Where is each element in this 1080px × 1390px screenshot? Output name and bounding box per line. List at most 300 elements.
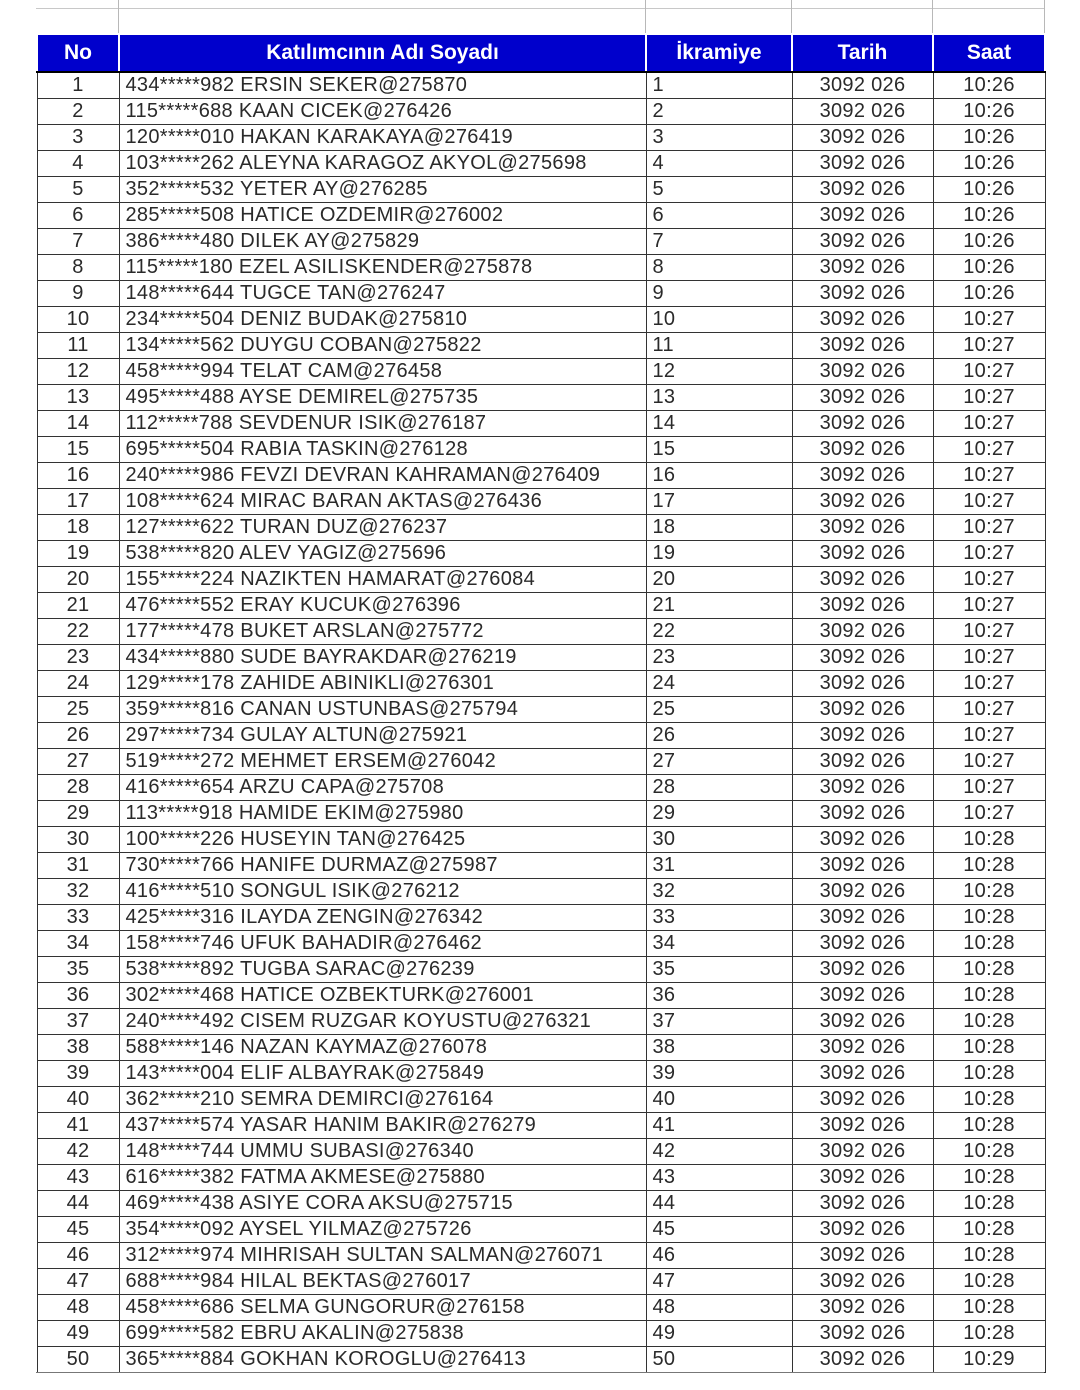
cell-tarih[interactable]: 3092 026 — [792, 151, 933, 177]
cell-tarih[interactable]: 3092 026 — [792, 619, 933, 645]
cell-no[interactable]: 43 — [37, 1165, 119, 1191]
cell-saat[interactable]: 10:28 — [933, 1035, 1045, 1061]
cell-tarih[interactable]: 3092 026 — [792, 853, 933, 879]
table-row — [37, 1321, 1045, 1347]
cell-tarih[interactable]: 3092 026 — [792, 229, 933, 255]
cell-no[interactable]: 25 — [37, 697, 119, 723]
table-row — [37, 645, 1045, 671]
cell-no[interactable]: 33 — [37, 905, 119, 931]
cell-no[interactable]: 5 — [37, 177, 119, 203]
table-row — [37, 541, 1045, 567]
cell-no[interactable]: 24 — [37, 671, 119, 697]
cell-ikramiye[interactable]: 1 — [646, 72, 792, 99]
cell-name[interactable]: 437*****574 YASAR HANIM BAKIR@276279 — [119, 1113, 646, 1139]
cell-ikramiye[interactable]: 31 — [646, 853, 792, 879]
table-row — [37, 723, 1045, 749]
header-row — [37, 34, 1045, 72]
table-row — [37, 1087, 1045, 1113]
cell-ikramiye[interactable]: 4 — [646, 151, 792, 177]
cell-tarih[interactable]: 3092 026 — [792, 957, 933, 983]
cell-no[interactable]: 40 — [37, 1087, 119, 1113]
table-row — [37, 619, 1045, 645]
cell-tarih[interactable]: 3092 026 — [792, 1165, 933, 1191]
cell-no[interactable]: 8 — [37, 255, 119, 281]
cell-ikramiye[interactable]: 48 — [646, 1295, 792, 1321]
cell-name[interactable]: 158*****746 UFUK BAHADIR@276462 — [119, 931, 646, 957]
cell-name[interactable]: 143*****004 ELIF ALBAYRAK@275849 — [119, 1061, 646, 1087]
cell-name[interactable]: 115*****180 EZEL ASILISKENDER@275878 — [119, 255, 646, 281]
cell-tarih[interactable]: 3092 026 — [792, 255, 933, 281]
cell-name[interactable]: 476*****552 ERAY KUCUK@276396 — [119, 593, 646, 619]
cell-tarih[interactable]: 3092 026 — [792, 1269, 933, 1295]
cell-no[interactable]: 18 — [37, 515, 119, 541]
table-row — [37, 463, 1045, 489]
table-row — [37, 1139, 1045, 1165]
cell-tarih[interactable]: 3092 026 — [792, 177, 933, 203]
cell-saat[interactable]: 10:26 — [933, 281, 1045, 307]
cell-ikramiye[interactable]: 44 — [646, 1191, 792, 1217]
cell-name[interactable]: 538*****892 TUGBA SARAC@276239 — [119, 957, 646, 983]
cell-ikramiye[interactable]: 49 — [646, 1321, 792, 1347]
table-row — [37, 1243, 1045, 1269]
cell-ikramiye[interactable]: 34 — [646, 931, 792, 957]
cell-ikramiye[interactable]: 47 — [646, 1269, 792, 1295]
cell-tarih[interactable]: 3092 026 — [792, 411, 933, 437]
cell-saat[interactable]: 10:26 — [933, 255, 1045, 281]
cell-saat[interactable]: 10:27 — [933, 385, 1045, 411]
header-participant-name[interactable]: Katılımcının Adı Soyadı — [119, 34, 646, 72]
cell-saat[interactable]: 10:27 — [933, 515, 1045, 541]
cell-tarih[interactable]: 3092 026 — [792, 931, 933, 957]
table-row — [37, 515, 1045, 541]
cell-no[interactable]: 41 — [37, 1113, 119, 1139]
cell-tarih[interactable]: 3092 026 — [792, 281, 933, 307]
cell-saat[interactable]: 10:26 — [933, 177, 1045, 203]
cell-no[interactable]: 13 — [37, 385, 119, 411]
cell-tarih[interactable]: 3092 026 — [792, 723, 933, 749]
cell-name[interactable]: 285*****508 HATICE OZDEMIR@276002 — [119, 203, 646, 229]
cell-no[interactable]: 39 — [37, 1061, 119, 1087]
cell-name[interactable]: 425*****316 ILAYDA ZENGIN@276342 — [119, 905, 646, 931]
cell-ikramiye[interactable]: 38 — [646, 1035, 792, 1061]
cell-saat[interactable]: 10:27 — [933, 593, 1045, 619]
cell-no[interactable]: 1 — [37, 72, 119, 99]
cell-ikramiye[interactable]: 36 — [646, 983, 792, 1009]
table-row — [37, 385, 1045, 411]
cell-saat[interactable]: 10:28 — [933, 957, 1045, 983]
cell-name[interactable]: 127*****622 TURAN DUZ@276237 — [119, 515, 646, 541]
table-row — [37, 879, 1045, 905]
header-tarih[interactable]: Tarih — [792, 34, 933, 72]
cell-no[interactable]: 19 — [37, 541, 119, 567]
cell-saat[interactable]: 10:28 — [933, 905, 1045, 931]
cell-ikramiye[interactable]: 30 — [646, 827, 792, 853]
table-row — [37, 931, 1045, 957]
cell-name[interactable]: 234*****504 DENIZ BUDAK@275810 — [119, 307, 646, 333]
cell-saat[interactable]: 10:26 — [933, 72, 1045, 99]
cell-no[interactable]: 29 — [37, 801, 119, 827]
cell-name[interactable]: 434*****982 ERSIN SEKER@275870 — [119, 72, 646, 99]
cell-no[interactable]: 30 — [37, 827, 119, 853]
cell-saat[interactable]: 10:26 — [933, 99, 1045, 125]
cell-tarih[interactable]: 3092 026 — [792, 593, 933, 619]
cell-name[interactable]: 699*****582 EBRU AKALIN@275838 — [119, 1321, 646, 1347]
cell-saat[interactable]: 10:27 — [933, 801, 1045, 827]
cell-ikramiye[interactable]: 21 — [646, 593, 792, 619]
cell-tarih[interactable]: 3092 026 — [792, 697, 933, 723]
cell-name[interactable]: 120*****010 HAKAN KARAKAYA@276419 — [119, 125, 646, 151]
cell-tarih[interactable]: 3092 026 — [792, 203, 933, 229]
table-row — [37, 151, 1045, 177]
cell-ikramiye[interactable]: 2 — [646, 99, 792, 125]
cell-name[interactable]: 730*****766 HANIFE DURMAZ@275987 — [119, 853, 646, 879]
cell-no[interactable]: 36 — [37, 983, 119, 1009]
cell-ikramiye[interactable]: 3 — [646, 125, 792, 151]
cell-tarih[interactable]: 3092 026 — [792, 489, 933, 515]
cell-saat[interactable]: 10:27 — [933, 619, 1045, 645]
cell-saat[interactable]: 10:28 — [933, 1061, 1045, 1087]
cell-ikramiye[interactable]: 8 — [646, 255, 792, 281]
header-saat[interactable]: Saat — [933, 34, 1045, 72]
cell-ikramiye[interactable]: 15 — [646, 437, 792, 463]
table-row — [37, 229, 1045, 255]
cell-ikramiye[interactable]: 12 — [646, 359, 792, 385]
cell-ikramiye[interactable]: 50 — [646, 1347, 792, 1373]
cell-name[interactable]: 354*****092 AYSEL YILMAZ@275726 — [119, 1217, 646, 1243]
cell-ikramiye[interactable]: 23 — [646, 645, 792, 671]
cell-saat[interactable]: 10:27 — [933, 307, 1045, 333]
cell-tarih[interactable]: 3092 026 — [792, 1035, 933, 1061]
table-row — [37, 697, 1045, 723]
cell-tarih[interactable]: 3092 026 — [792, 983, 933, 1009]
table-row — [37, 411, 1045, 437]
cell-no[interactable]: 48 — [37, 1295, 119, 1321]
cell-tarih[interactable]: 3092 026 — [792, 749, 933, 775]
table-row — [37, 489, 1045, 515]
cell-no[interactable]: 7 — [37, 229, 119, 255]
cell-no[interactable]: 42 — [37, 1139, 119, 1165]
cell-saat[interactable]: 10:27 — [933, 359, 1045, 385]
table-row — [37, 1347, 1045, 1373]
cell-no[interactable]: 9 — [37, 281, 119, 307]
cell-saat[interactable]: 10:27 — [933, 671, 1045, 697]
cell-ikramiye[interactable]: 24 — [646, 671, 792, 697]
cell-saat[interactable]: 10:27 — [933, 567, 1045, 593]
cell-ikramiye[interactable]: 19 — [646, 541, 792, 567]
cell-saat[interactable]: 10:28 — [933, 1321, 1045, 1347]
table-row — [37, 593, 1045, 619]
cell-no[interactable]: 10 — [37, 307, 119, 333]
cell-ikramiye[interactable]: 29 — [646, 801, 792, 827]
cell-name[interactable]: 458*****686 SELMA GUNGORUR@276158 — [119, 1295, 646, 1321]
cell-name[interactable]: 155*****224 NAZIKTEN HAMARAT@276084 — [119, 567, 646, 593]
cell-name[interactable]: 112*****788 SEVDENUR ISIK@276187 — [119, 411, 646, 437]
cell-saat[interactable]: 10:26 — [933, 125, 1045, 151]
cell-name[interactable]: 352*****532 YETER AY@276285 — [119, 177, 646, 203]
cell-no[interactable]: 47 — [37, 1269, 119, 1295]
cell-name[interactable]: 240*****492 CISEM RUZGAR KOYUSTU@276321 — [119, 1009, 646, 1035]
cell-saat[interactable]: 10:28 — [933, 931, 1045, 957]
table-body — [37, 72, 1045, 1373]
cell-no[interactable]: 49 — [37, 1321, 119, 1347]
cell-name[interactable]: 519*****272 MEHMET ERSEM@276042 — [119, 749, 646, 775]
cell-ikramiye[interactable]: 7 — [646, 229, 792, 255]
cell-ikramiye[interactable]: 27 — [646, 749, 792, 775]
cell-tarih[interactable]: 3092 026 — [792, 541, 933, 567]
cell-ikramiye[interactable]: 39 — [646, 1061, 792, 1087]
cell-tarih[interactable]: 3092 026 — [792, 801, 933, 827]
cell-no[interactable]: 12 — [37, 359, 119, 385]
cell-ikramiye[interactable]: 42 — [646, 1139, 792, 1165]
table-row — [37, 827, 1045, 853]
table-row — [37, 1061, 1045, 1087]
cell-name[interactable]: 688*****984 HILAL BEKTAS@276017 — [119, 1269, 646, 1295]
cell-no[interactable]: 34 — [37, 931, 119, 957]
cell-tarih[interactable]: 3092 026 — [792, 827, 933, 853]
cell-name[interactable]: 302*****468 HATICE OZBEKTURK@276001 — [119, 983, 646, 1009]
cell-tarih[interactable]: 3092 026 — [792, 1113, 933, 1139]
cell-ikramiye[interactable]: 9 — [646, 281, 792, 307]
cell-no[interactable]: 11 — [37, 333, 119, 359]
cell-tarih[interactable]: 3092 026 — [792, 99, 933, 125]
table-row — [37, 281, 1045, 307]
cell-saat[interactable]: 10:28 — [933, 1269, 1045, 1295]
cell-saat[interactable]: 10:28 — [933, 879, 1045, 905]
cell-ikramiye[interactable]: 16 — [646, 463, 792, 489]
cell-name[interactable]: 297*****734 GULAY ALTUN@275921 — [119, 723, 646, 749]
table-row — [37, 983, 1045, 1009]
table-row — [37, 72, 1045, 99]
cell-name[interactable]: 695*****504 RABIA TASKIN@276128 — [119, 437, 646, 463]
cell-saat[interactable]: 10:28 — [933, 1139, 1045, 1165]
cell-no[interactable]: 20 — [37, 567, 119, 593]
table-row — [37, 177, 1045, 203]
cell-saat[interactable]: 10:28 — [933, 1113, 1045, 1139]
cell-name[interactable]: 365*****884 GOKHAN KOROGLU@276413 — [119, 1347, 646, 1373]
cell-name[interactable]: 129*****178 ZAHIDE ABINIKLI@276301 — [119, 671, 646, 697]
cell-tarih[interactable]: 3092 026 — [792, 1295, 933, 1321]
table-row — [37, 1217, 1045, 1243]
cell-saat[interactable]: 10:28 — [933, 1087, 1045, 1113]
cell-saat[interactable]: 10:27 — [933, 463, 1045, 489]
cell-no[interactable]: 6 — [37, 203, 119, 229]
cell-saat[interactable]: 10:28 — [933, 1217, 1045, 1243]
table-row — [37, 775, 1045, 801]
cell-name[interactable]: 495*****488 AYSE DEMIREL@275735 — [119, 385, 646, 411]
cell-saat[interactable]: 10:27 — [933, 541, 1045, 567]
cell-name[interactable]: 416*****654 ARZU CAPA@275708 — [119, 775, 646, 801]
table-row — [37, 307, 1045, 333]
cell-name[interactable]: 100*****226 HUSEYIN TAN@276425 — [119, 827, 646, 853]
cell-no[interactable]: 50 — [37, 1347, 119, 1373]
cell-name[interactable]: 312*****974 MIHRISAH SULTAN SALMAN@276071 — [119, 1243, 646, 1269]
cell-ikramiye[interactable]: 45 — [646, 1217, 792, 1243]
cell-no[interactable]: 26 — [37, 723, 119, 749]
cell-ikramiye[interactable]: 22 — [646, 619, 792, 645]
table-row — [37, 1035, 1045, 1061]
cell-no[interactable]: 27 — [37, 749, 119, 775]
cell-ikramiye[interactable]: 6 — [646, 203, 792, 229]
cell-tarih[interactable]: 3092 026 — [792, 333, 933, 359]
cell-tarih[interactable]: 3092 026 — [792, 515, 933, 541]
cell-saat[interactable]: 10:27 — [933, 749, 1045, 775]
cell-tarih[interactable]: 3092 026 — [792, 437, 933, 463]
cell-ikramiye[interactable]: 40 — [646, 1087, 792, 1113]
cell-tarih[interactable]: 3092 026 — [792, 879, 933, 905]
cell-saat[interactable]: 10:26 — [933, 203, 1045, 229]
cell-ikramiye[interactable]: 18 — [646, 515, 792, 541]
cell-tarih[interactable]: 3092 026 — [792, 1347, 933, 1373]
cell-ikramiye[interactable]: 13 — [646, 385, 792, 411]
cell-tarih[interactable]: 3092 026 — [792, 1061, 933, 1087]
cell-no[interactable]: 16 — [37, 463, 119, 489]
table-row — [37, 671, 1045, 697]
cell-saat[interactable]: 10:27 — [933, 723, 1045, 749]
cell-saat[interactable]: 10:28 — [933, 1009, 1045, 1035]
cell-name[interactable]: 115*****688 KAAN CICEK@276426 — [119, 99, 646, 125]
cell-no[interactable]: 15 — [37, 437, 119, 463]
table-row — [37, 255, 1045, 281]
cell-saat[interactable]: 10:28 — [933, 1243, 1045, 1269]
cell-tarih[interactable]: 3092 026 — [792, 567, 933, 593]
cell-no[interactable]: 22 — [37, 619, 119, 645]
cell-no[interactable]: 21 — [37, 593, 119, 619]
cell-ikramiye[interactable]: 46 — [646, 1243, 792, 1269]
cell-tarih[interactable]: 3092 026 — [792, 307, 933, 333]
cell-ikramiye[interactable]: 10 — [646, 307, 792, 333]
cell-no[interactable]: 46 — [37, 1243, 119, 1269]
cell-name[interactable]: 113*****918 HAMIDE EKIM@275980 — [119, 801, 646, 827]
cell-no[interactable]: 17 — [37, 489, 119, 515]
cell-saat[interactable]: 10:28 — [933, 1165, 1045, 1191]
table-row — [37, 853, 1045, 879]
cell-name[interactable]: 359*****816 CANAN USTUNBAS@275794 — [119, 697, 646, 723]
cell-tarih[interactable]: 3092 026 — [792, 775, 933, 801]
header-ikramiye[interactable]: İkramiye — [646, 34, 792, 72]
cell-name[interactable]: 240*****986 FEVZI DEVRAN KAHRAMAN@276409 — [119, 463, 646, 489]
cell-tarih[interactable]: 3092 026 — [792, 671, 933, 697]
results-table — [36, 33, 1046, 1373]
cell-tarih[interactable]: 3092 026 — [792, 385, 933, 411]
cell-no[interactable]: 14 — [37, 411, 119, 437]
cell-tarih[interactable]: 3092 026 — [792, 1139, 933, 1165]
cell-saat[interactable]: 10:29 — [933, 1347, 1045, 1373]
cell-tarih[interactable]: 3092 026 — [792, 359, 933, 385]
cell-saat[interactable]: 10:28 — [933, 1295, 1045, 1321]
cell-ikramiye[interactable]: 11 — [646, 333, 792, 359]
cell-no[interactable]: 44 — [37, 1191, 119, 1217]
cell-name[interactable]: 134*****562 DUYGU COBAN@275822 — [119, 333, 646, 359]
cell-name[interactable]: 458*****994 TELAT CAM@276458 — [119, 359, 646, 385]
cell-tarih[interactable]: 3092 026 — [792, 905, 933, 931]
cell-ikramiye[interactable]: 33 — [646, 905, 792, 931]
cell-name[interactable]: 416*****510 SONGUL ISIK@276212 — [119, 879, 646, 905]
cell-name[interactable]: 616*****382 FATMA AKMESE@275880 — [119, 1165, 646, 1191]
cell-ikramiye[interactable]: 5 — [646, 177, 792, 203]
table-row — [37, 1165, 1045, 1191]
cell-ikramiye[interactable]: 17 — [646, 489, 792, 515]
sheet-bottom-border — [36, 1372, 1044, 1373]
table-row — [37, 333, 1045, 359]
cell-name[interactable]: 148*****744 UMMU SUBASI@276340 — [119, 1139, 646, 1165]
cell-saat[interactable]: 10:27 — [933, 437, 1045, 463]
cell-ikramiye[interactable]: 41 — [646, 1113, 792, 1139]
cell-name[interactable]: 108*****624 MIRAC BARAN AKTAS@276436 — [119, 489, 646, 515]
cell-name[interactable]: 538*****820 ALEV YAGIZ@275696 — [119, 541, 646, 567]
cell-saat[interactable]: 10:26 — [933, 151, 1045, 177]
cell-saat[interactable]: 10:27 — [933, 697, 1045, 723]
cell-name[interactable]: 177*****478 BUKET ARSLAN@275772 — [119, 619, 646, 645]
cell-no[interactable]: 3 — [37, 125, 119, 151]
cell-no[interactable]: 23 — [37, 645, 119, 671]
cell-name[interactable]: 469*****438 ASIYE CORA AKSU@275715 — [119, 1191, 646, 1217]
table-row — [37, 125, 1045, 151]
cell-no[interactable]: 2 — [37, 99, 119, 125]
cell-tarih[interactable]: 3092 026 — [792, 1191, 933, 1217]
cell-tarih[interactable]: 3092 026 — [792, 463, 933, 489]
cell-saat[interactable]: 10:27 — [933, 775, 1045, 801]
cell-tarih[interactable]: 3092 026 — [792, 1243, 933, 1269]
cell-saat[interactable]: 10:26 — [933, 229, 1045, 255]
cell-tarih[interactable]: 3092 026 — [792, 72, 933, 99]
cell-saat[interactable]: 10:28 — [933, 853, 1045, 879]
table-row — [37, 437, 1045, 463]
table-row — [37, 359, 1045, 385]
cell-name[interactable]: 588*****146 NAZAN KAYMAZ@276078 — [119, 1035, 646, 1061]
cell-name[interactable]: 103*****262 ALEYNA KARAGOZ AKYOL@275698 — [119, 151, 646, 177]
cell-tarih[interactable]: 3092 026 — [792, 1217, 933, 1243]
cell-saat[interactable]: 10:27 — [933, 411, 1045, 437]
cell-saat[interactable]: 10:28 — [933, 827, 1045, 853]
cell-saat[interactable]: 10:27 — [933, 333, 1045, 359]
table-row — [37, 1191, 1045, 1217]
cell-name[interactable]: 362*****210 SEMRA DEMIRCI@276164 — [119, 1087, 646, 1113]
header-no[interactable]: No — [37, 34, 119, 72]
cell-ikramiye[interactable]: 37 — [646, 1009, 792, 1035]
cell-ikramiye[interactable]: 28 — [646, 775, 792, 801]
cell-no[interactable]: 28 — [37, 775, 119, 801]
cell-name[interactable]: 148*****644 TUGCE TAN@276247 — [119, 281, 646, 307]
cell-no[interactable]: 32 — [37, 879, 119, 905]
cell-tarih[interactable]: 3092 026 — [792, 1009, 933, 1035]
cell-no[interactable]: 45 — [37, 1217, 119, 1243]
cell-tarih[interactable]: 3092 026 — [792, 645, 933, 671]
table-row — [37, 567, 1045, 593]
cell-ikramiye[interactable]: 14 — [646, 411, 792, 437]
cell-no[interactable]: 4 — [37, 151, 119, 177]
cell-tarih[interactable]: 3092 026 — [792, 1321, 933, 1347]
cell-ikramiye[interactable]: 26 — [646, 723, 792, 749]
cell-name[interactable]: 386*****480 DILEK AY@275829 — [119, 229, 646, 255]
cell-name[interactable]: 434*****880 SUDE BAYRAKDAR@276219 — [119, 645, 646, 671]
cell-no[interactable]: 31 — [37, 853, 119, 879]
cell-ikramiye[interactable]: 35 — [646, 957, 792, 983]
cell-ikramiye[interactable]: 43 — [646, 1165, 792, 1191]
cell-no[interactable]: 38 — [37, 1035, 119, 1061]
cell-saat[interactable]: 10:27 — [933, 489, 1045, 515]
cell-saat[interactable]: 10:28 — [933, 983, 1045, 1009]
cell-tarih[interactable]: 3092 026 — [792, 125, 933, 151]
cell-ikramiye[interactable]: 20 — [646, 567, 792, 593]
table-row — [37, 99, 1045, 125]
cell-saat[interactable]: 10:27 — [933, 645, 1045, 671]
cell-tarih[interactable]: 3092 026 — [792, 1087, 933, 1113]
cell-ikramiye[interactable]: 25 — [646, 697, 792, 723]
cell-saat[interactable]: 10:28 — [933, 1191, 1045, 1217]
cell-no[interactable]: 35 — [37, 957, 119, 983]
cell-no[interactable]: 37 — [37, 1009, 119, 1035]
cell-ikramiye[interactable]: 32 — [646, 879, 792, 905]
